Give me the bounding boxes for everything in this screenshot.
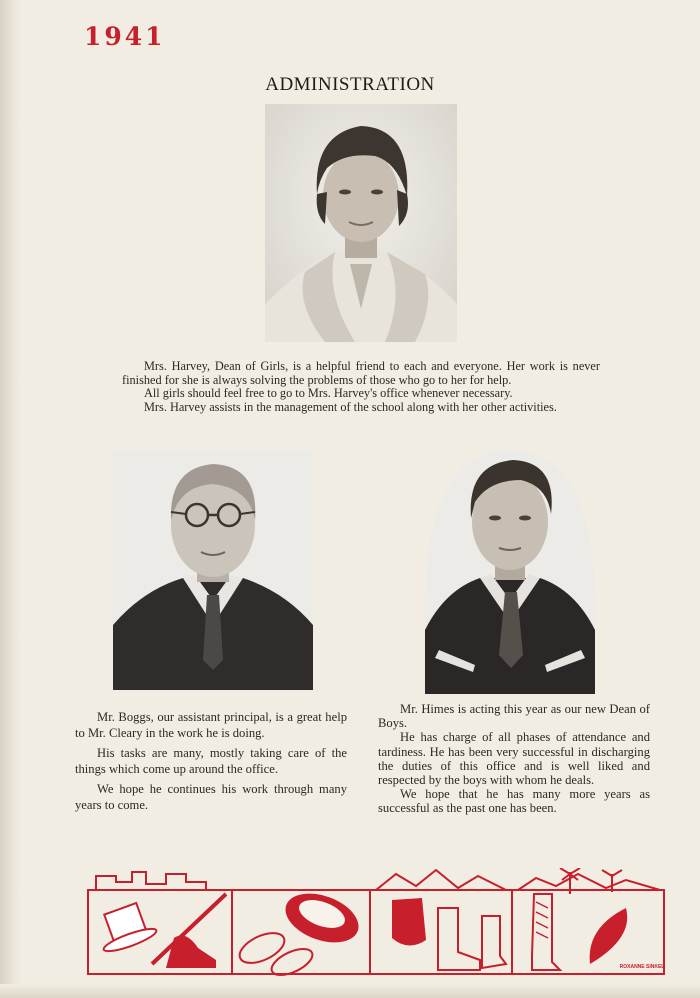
himes-paragraph-3: We hope that he has many more years as successful as the past one has been.: [378, 787, 650, 816]
portrait-man-glasses-image: [113, 450, 313, 690]
portrait-man-image: [425, 450, 595, 694]
page-title: ADMINISTRATION: [265, 74, 435, 95]
himes-paragraph-1: Mr. Himes is acting this year as our new Dean of Boys.: [378, 702, 650, 731]
harvey-paragraph-2: All girls should feel free to go to Mrs. Harvey's office whenever necessary.: [144, 386, 513, 401]
portrait-woman-image: [265, 104, 457, 342]
artist-signature: ROXANNE SINKEL: [619, 964, 665, 970]
decorative-border-illustration: [86, 868, 666, 976]
page-bottom-edge: [0, 984, 700, 998]
boggs-paragraph-1: Mr. Boggs, our assistant principal, is a great help to Mr. Cleary in the work he is doing.: [75, 710, 347, 740]
photo-mrs-harvey: [265, 104, 457, 342]
year-heading: 1941: [84, 22, 166, 51]
photo-mr-himes: [425, 450, 595, 694]
slipper-icon: [235, 927, 289, 969]
cap-icon: [392, 898, 426, 946]
high-heel-icon: [166, 936, 216, 968]
boggs-description: [75, 710, 347, 813]
harvey-paragraph-1: Mrs. Harvey, Dean of Girls, is a helpful friend to each and everyone. Her work is never finished for she is always solving the problems of those who go to her for help.: [122, 359, 600, 387]
shell-hat-icon: [590, 908, 628, 964]
page-spine-shadow: [0, 0, 22, 998]
himes-description: [378, 702, 650, 816]
harvey-description: [122, 360, 600, 414]
boot-icon: [438, 908, 480, 970]
photo-mr-boggs: [113, 450, 313, 690]
harvey-paragraph-3: Mrs. Harvey assists in the management of the school along with her other activities.: [144, 399, 557, 414]
boggs-paragraph-3: We hope he continues his work through many years to come.: [75, 782, 347, 812]
boggs-paragraph-2: His tasks are many, mostly taking care of the things which come up around the office.: [75, 746, 347, 776]
himes-paragraph-2: He has charge of all phases of attendance and tardiness. He has been very successful in discharging the duties of this office and is well liked and respected by the boys with whom he deals.: [378, 730, 650, 788]
top-hat-icon: [102, 903, 159, 955]
